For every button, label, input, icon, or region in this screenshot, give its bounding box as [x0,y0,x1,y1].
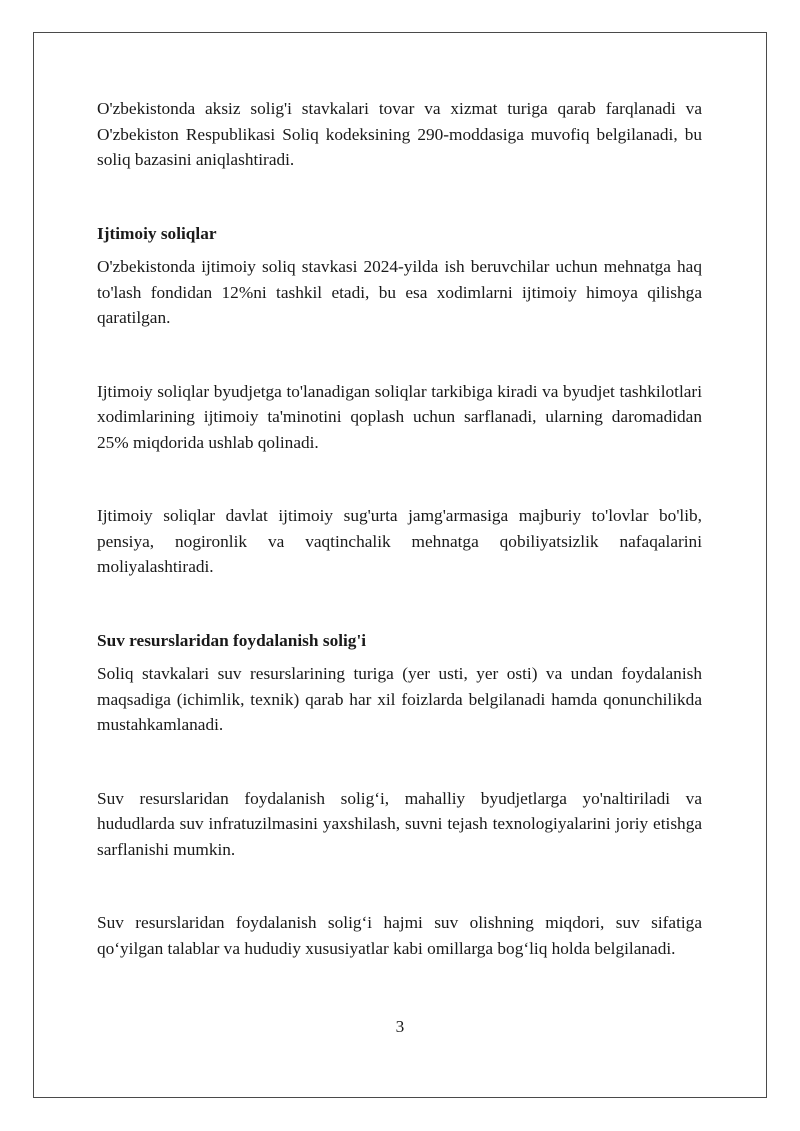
paragraph-social-insurance: Ijtimoiy soliqlar davlat ijtimoiy sug'urta jamg'armasiga majburiy to'lovlar bo'lib, pensiya, nogironlik va vaqtinchalik mehnatga qobiliyatsizlik nafaqalarini moliyalashtiradi. [97,506,702,576]
paragraph-excise-tax: O'zbekistonda aksiz solig'i stavkalari tovar va xizmat turiga qarab farqlanadi va O'zbekiston Respublikasi Soliq kodeksining 290-moddasiga muvofiq belgilanadi, bu soliq bazasini aniqlashtiradi. [97,99,702,169]
heading-water-tax: Suv resurslaridan foydalanish solig'i [97,630,367,650]
heading-social-taxes: Ijtimoiy soliqlar [97,223,217,243]
paragraph-social-tax-budget: Ijtimoiy soliqlar byudjetga to'lanadigan soliqlar tarkibiga kiradi va byudjet tashkilotlari xodimlarining ijtimoiy ta'minotini qoplash uchun sarflanadi, ularning daromadidan 25% miqdorida ushlab qolinadi. [97,381,702,452]
paragraph-social-tax-rate: O'zbekistonda ijtimoiy soliq stavkasi 2024-yilda ish beruvchilar uchun mehnatga haq to'lash fondidan 12%ni tashkil etadi, bu esa xodimlarni ijtimoiy himoya qilishga qaratilgan. [97,257,702,327]
page-number: 3 [395,1017,405,1036]
paragraph-water-tax-budget: Suv resurslaridan foydalanish solig‘i, mahalliy byudjetlarga yo'naltiriladi va hududlarda suv infratuzilmasini yaxshilash, suvni tejash texnologiyalarini joriy etishga sarflanishi mumkin. [97,788,702,859]
paragraph-water-tax-amount: Suv resurslaridan foydalanish solig‘i hajmi suv olishning miqdori, suv sifatiga qo‘yilgan talablar va hududiy xususiyatlar kabi omillarga bog‘liq holda belgilanadi. [97,913,702,958]
paragraph-water-tax-rates: Soliq stavkalari suv resurslarining turiga (yer usti, yer osti) va undan foydalanish maqsadiga (ichimlik, texnik) qarab har xil foizlarda belgilanadi hamda qonunchilikda mustahkamlanadi. [97,664,702,734]
document-body [97,96,702,961]
